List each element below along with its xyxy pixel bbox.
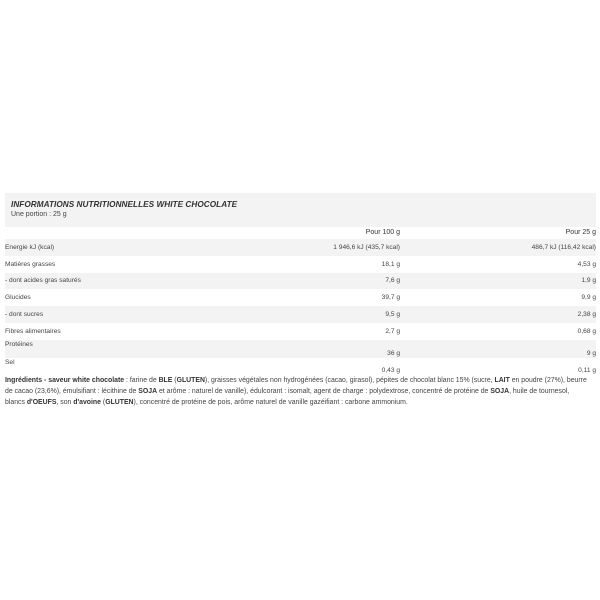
value-per-100g: 18,1 g — [381, 260, 400, 268]
ingredient-text: , huile de tournesol, blancs — [5, 387, 570, 406]
ingredients-text — [5, 376, 591, 408]
ingredient-text: ( — [172, 377, 177, 385]
row-label: Energie kJ (kcal) — [5, 239, 205, 256]
value-per-25g: 486,7 kJ (116,42 kcal) — [400, 239, 596, 256]
allergen-text: SOJA — [490, 387, 510, 395]
ingredient-text: ( — [100, 398, 106, 406]
nutrition-title: INFORMATIONS NUTRITIONNELLES WHITE CHOCOLATE — [11, 200, 238, 209]
row-label: - dont sucres — [5, 306, 205, 323]
column-header-per-25g: Pour 25 g — [565, 229, 596, 236]
value-per-25g: 9 g — [400, 340, 596, 358]
allergen-text: LAIT — [494, 377, 510, 385]
nutrition-table — [5, 239, 596, 375]
row-label: Glucides — [5, 294, 31, 302]
ingredient-text: ), concentré de protéine de pois, arôme naturel de vanille gazéifiant : carbone ammonium. — [133, 398, 408, 406]
allergen-text: d'avoine — [73, 398, 101, 406]
row-label: Sel — [5, 358, 15, 366]
table-row — [5, 340, 596, 358]
ingredients-heading: Ingrédients - saveur white chocolate — [5, 377, 125, 385]
portion-size: Une portion : 25 g — [11, 211, 67, 218]
column-headers — [5, 227, 596, 239]
ingredient-text: en poudre (27%), beurre de cacao (23,6%), émulsifiant : lécithine de — [5, 377, 587, 395]
table-row — [5, 289, 596, 306]
allergen-text: d'OEUFS — [26, 398, 57, 406]
table-row — [5, 358, 596, 376]
value-per-100g: 39,7 g — [381, 294, 400, 302]
row-label: Protéines — [5, 340, 205, 358]
allergen-text: GLUTEN — [105, 398, 134, 406]
ingredient-text: : farine de — [124, 377, 159, 385]
allergen-text: SOJA — [138, 387, 158, 395]
value-per-100g: 1 946,6 kJ (435,7 kcal) — [205, 239, 400, 256]
ingredient-text: et arôme : naturel de vanille), édulcorant : isomalt, agent de charge : polydextrose, concentré de protéine de — [157, 387, 491, 395]
value-per-25g: 1,9 g — [400, 273, 596, 290]
value-per-100g: 2,7 g — [385, 327, 400, 335]
allergen-text: BLE — [158, 377, 173, 385]
column-header-per-100g: Pour 100 g — [365, 229, 400, 236]
value-per-25g: 0,68 g — [577, 327, 596, 335]
table-row — [5, 323, 596, 340]
nutrition-panel — [5, 193, 596, 408]
value-per-100g: 0,43 g — [381, 367, 400, 375]
value-per-100g: 36 g — [205, 340, 400, 358]
ingredient-text: ), graisses végétales non hydrogénées (cacao, girasol), pépites de chocolat blanc 15% (sucre, — [204, 377, 495, 385]
value-per-25g: 4,53 g — [577, 260, 596, 268]
table-row — [5, 306, 596, 323]
row-label: Matières grasses — [5, 260, 56, 268]
ingredient-text: , son — [56, 398, 74, 406]
allergen-text: GLUTEN — [176, 377, 205, 385]
value-per-25g: 9,9 g — [581, 294, 596, 302]
nutrition-header — [5, 193, 596, 227]
table-row — [5, 273, 596, 290]
value-per-25g: 2,38 g — [400, 306, 596, 323]
table-row — [5, 239, 596, 256]
table-row — [5, 256, 596, 273]
row-label: - dont acides gras saturés — [5, 273, 205, 290]
row-label: Fibres alimentaires — [5, 327, 61, 335]
value-per-100g: 9,5 g — [205, 306, 400, 323]
value-per-100g: 7,6 g — [205, 273, 400, 290]
value-per-25g: 0,11 g — [578, 367, 596, 375]
